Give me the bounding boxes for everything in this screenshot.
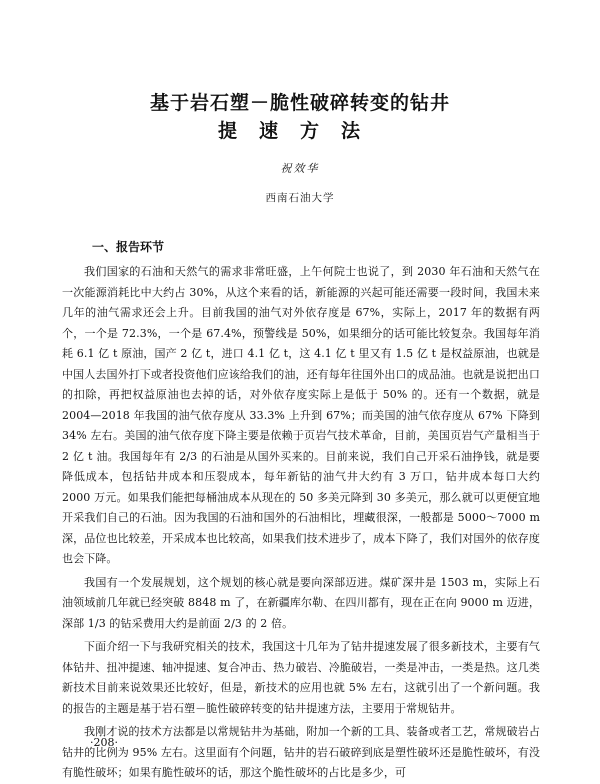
body-text (62, 262, 540, 784)
title-line-2: 提速方法 (217, 120, 382, 142)
paragraph-4: 我刚才说的技术方法都是以常规钻井为基础，附加一个新的工具、装备或者工艺，常规破岩占钻井的比例为 95% 左右。这里面有个问题，钻井的岩石破碎到底是塑性破坏还是脆性破坏，有没有脆性破坏；如果有脆性破坏的话，那这个脆性破坏的占比是多少，可 (62, 725, 540, 779)
paragraph-2: 我国有一个发展规划，这个规划的核心就是要向深部迈进。煤矿深井是 1503 m，实际上石油领域前几年就已经突破 8848 m 了，在新疆库尔勒、在四川都有，现在正在向 9000 m 迈进，深部 1/3 的钻采费用大约是前面 2/3 的 2 倍。 (62, 575, 540, 630)
author-affiliation: 西南石油大学 (265, 192, 335, 204)
section-heading: 一、报告环节 (92, 240, 165, 254)
paragraph-1: 我们国家的石油和天然气的需求非常旺盛，上午何院士也说了，到 2030 年石油和天然气在一次能源消耗比中大约占 30%，从这个来看的话，新能源的兴起可能还需要一段时间，我国未来几年的油气需求还会上升。目前我国的油气对外依存度是 67%，实际上，2017 年的数据有两个，一个是 72.3%，一个是 67.4%，预警线是 50%，如果细分的话可能比较复杂。我国每年消耗 6.1 亿 t 原油，国产 2 亿 t，进口 4.1 亿 t，这 4.1 亿 t 里又有 1.5 亿 t 是权益原油，也就是中国人去国外打下或者投资他们应该给我们的油，还有每年往国外出口的成品油。也就是说把出口的扣除，再把权益原油也去掉的话，对外依存度实际上是低于 50% 的。还有一个数据，就是 2004—2018 年我国的油气依存度从 33.3% 上升到 67%；而美国的油气依存度从 67% 下降到 34% 左右。美国的油气依存度下降主要是依赖于页岩气技术革命，目前，美国页岩气产量相当于 2 亿 t 油。我国每年有 2/3 的石油是从国外买来的。目前来说，我们自己开采石油挣钱，就是要降低成本，包括钻井成本和压裂成本，每年新钻的油气井大约有 3 万口，钻井成本每口大约 2000 万元。如果我们能把每桶油成本从现在的 50 多美元降到 30 多美元，那么就可以更便宜地开采我们自己的石油。因为我国的石油和国外的石油相比，埋藏很深，一般都是 5000～7000 m 深，品位也比较差，开采成本也比较高，如果我们技术进步了，成本下降了，我们对国外的依存度也会下降。 (62, 265, 540, 565)
page-number: ·208· (90, 736, 118, 749)
paragraph-3: 下面介绍一下与我研究相关的技术，我国这十几年为了钻井提速发展了很多新技术，主要有气体钻井、扭冲提速、轴冲提速、复合冲击、热力破岩、冷脆破岩，一类是冲击，一类是热。这几类新技术目前来说效果还比较好，但是，新技术的应用也就 5% 左右，这就引出了一个新问题。我的报告的主题是基于岩石塑－脆性破碎转变的钻井提速方法，主要用于常规钻井。 (62, 640, 540, 715)
author-name: 祝效华 (280, 162, 320, 175)
title-line-1: 基于岩石塑－脆性破碎转变的钻井 (149, 92, 450, 114)
